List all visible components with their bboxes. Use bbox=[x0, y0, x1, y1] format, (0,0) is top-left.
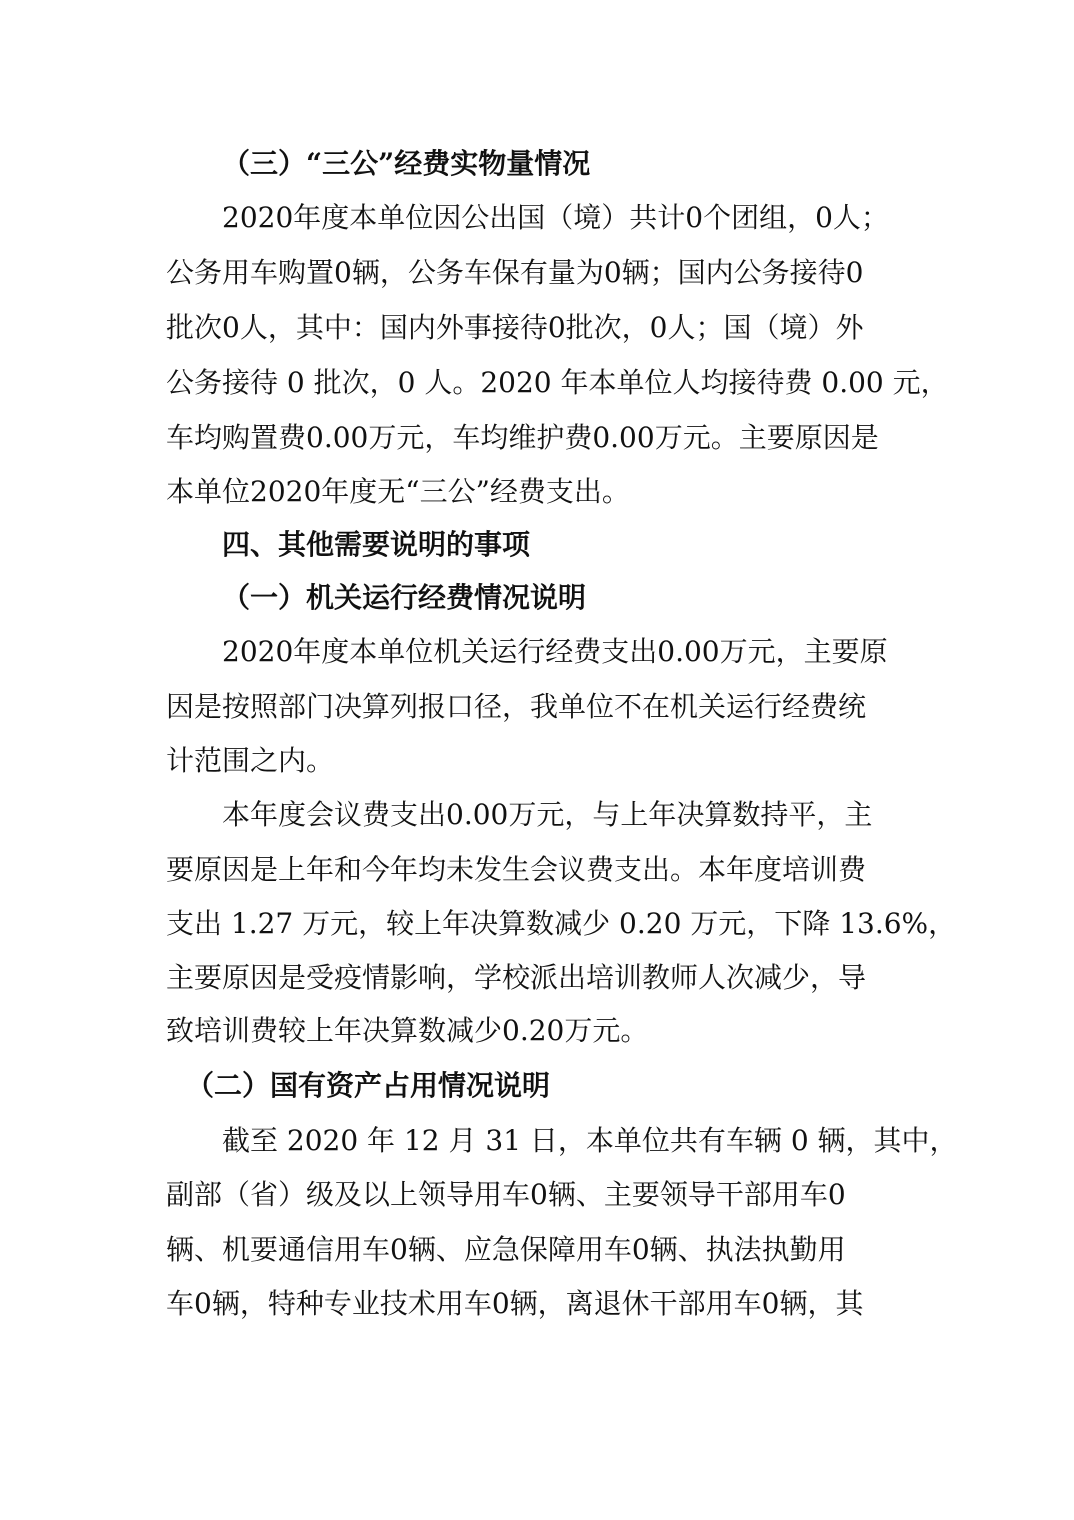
subsection-heading: （二）国有资产占用情况说明 bbox=[186, 1069, 551, 1102]
paragraph-line: 车均购置费0.00万元，车均维护费0.00万元。主要原因是 bbox=[166, 421, 879, 454]
subsection-heading: （一）机关运行经费情况说明 bbox=[222, 581, 587, 614]
paragraph-line: 因是按照部门决算列报口径，我单位不在机关运行经费统 bbox=[166, 690, 867, 723]
paragraph-line: 主要原因是受疫情影响，学校派出培训教师人次减少，导 bbox=[166, 961, 867, 994]
paragraph-line: 截至 2020 年 12 月 31 日，本单位共有车辆 0 辆，其中， bbox=[222, 1124, 958, 1157]
paragraph-line: 本单位2020年度无“三公”经费支出。 bbox=[166, 475, 630, 508]
paragraph-line: 要原因是上年和今年均未发生会议费支出。本年度培训费 bbox=[166, 853, 867, 886]
section-heading: （三）“三公”经费实物量情况 bbox=[222, 147, 591, 180]
paragraph-line: 本年度会议费支出0.00万元，与上年决算数持平，主 bbox=[222, 798, 873, 831]
section-heading: 四、其他需要说明的事项 bbox=[222, 528, 531, 561]
paragraph-line: 支出 1.27 万元，较上年决算数减少 0.20 万元，下降 13.6%， bbox=[166, 907, 957, 940]
paragraph-line: 2020年度本单位机关运行经费支出0.00万元，主要原 bbox=[222, 635, 888, 668]
paragraph-line: 2020年度本单位因公出国（境）共计0个团组，0人； bbox=[222, 201, 889, 234]
paragraph-line: 批次0人，其中：国内外事接待0批次，0人；国（境）外 bbox=[166, 311, 864, 344]
paragraph-line: 公务接待 0 批次，0 人。2020 年本单位人均接待费 0.00 元， bbox=[166, 366, 949, 399]
paragraph-line: 公务用车购置0辆，公务车保有量为0辆；国内公务接待0 bbox=[166, 256, 864, 289]
paragraph-line: 车0辆，特种专业技术用车0辆，离退休干部用车0辆，其 bbox=[166, 1287, 864, 1320]
paragraph-line: 副部（省）级及以上领导用车0辆、主要领导干部用车0 bbox=[166, 1178, 846, 1211]
paragraph-line: 辆、机要通信用车0辆、应急保障用车0辆、执法执勤用 bbox=[166, 1233, 846, 1266]
paragraph-line: 致培训费较上年决算数减少0.20万元。 bbox=[166, 1014, 649, 1047]
paragraph-line: 计范围之内。 bbox=[166, 744, 335, 777]
